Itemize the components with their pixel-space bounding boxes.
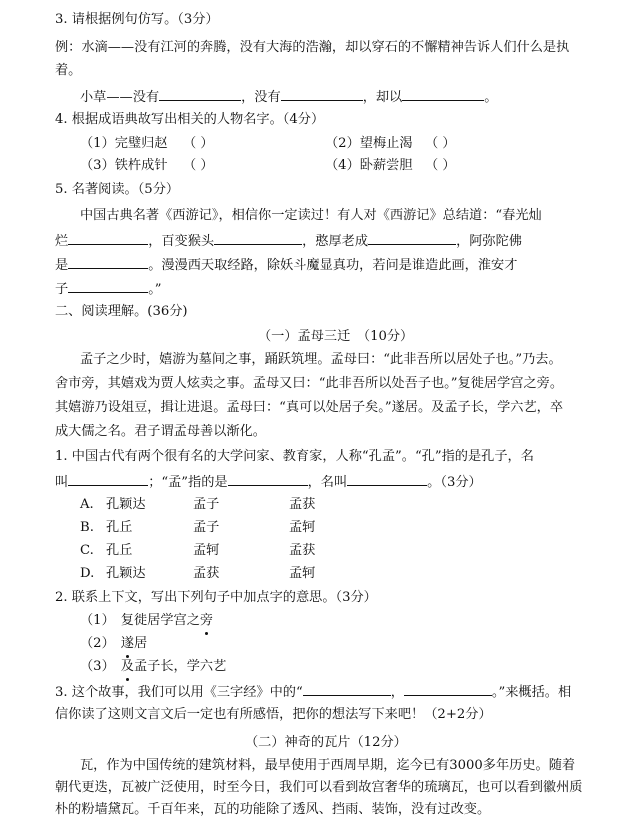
sq2-item-1-text: 复徙居学宫之 [120, 613, 200, 628]
q3-fill-text-c: ，却以 [362, 90, 403, 105]
option-d-letter[interactable]: D. [80, 566, 95, 581]
q4-item-2-label: （2）望梅止渴 [325, 136, 413, 151]
option-a-c3: 孟获 [289, 497, 316, 512]
q5-heading: 5. 名著阅读。（5分） [55, 182, 180, 197]
passage1-title: （一）孟母三迁 （10分） [258, 329, 414, 344]
q3-blank-2[interactable] [281, 86, 363, 101]
option-b-letter[interactable]: B. [80, 520, 94, 535]
q5-line4 [55, 278, 162, 300]
sq3-blank-2[interactable] [404, 681, 492, 696]
sq1-line1: 1. 中国古代有两个很有名的大学问家、教育家，人称“孔孟”。“孔”指的是孔子，名 [55, 449, 534, 464]
sq2-item-2 [80, 634, 147, 654]
q5-text-2b: ，百变猴头 [148, 234, 215, 249]
q5-line2 [55, 230, 522, 252]
q4-item-4-label: （4）卧薪尝胆 [325, 158, 413, 173]
q5-line3 [55, 254, 517, 276]
option-a-c1: 孔颖达 [106, 497, 146, 512]
option-b-c1: 孔丘 [106, 520, 133, 535]
sq2-item-1-dotted-char: 旁 [200, 611, 213, 631]
option-c-c1: 孔丘 [106, 543, 133, 558]
sq2-item-1 [80, 611, 213, 631]
q4-item-1-answer[interactable]: （ ） [183, 136, 214, 151]
option-a-c2: 孟子 [193, 497, 220, 512]
q5-blank-3[interactable] [368, 230, 456, 245]
sq1-blank-2[interactable] [228, 471, 308, 486]
q4-heading: 4. 根据成语典故写出相关的人物名字。（4分） [55, 112, 325, 127]
q3-example-line1: 例：水滴——没有江河的奔腾，没有大海的浩瀚，却以穿石的不懈精神告诉人们什么是执 [55, 40, 570, 55]
sq2-item-3-num: （3） [80, 659, 115, 674]
passage1-para-line2: 舍市旁，其嬉戏为贾人炫卖之事。孟母又曰：“此非吾所以处吾子也。”复徙居学宫之旁。 [55, 376, 564, 391]
q3-example-line2: 着。 [55, 63, 82, 78]
option-d-c2: 孟获 [193, 566, 220, 581]
q5-text-2c: ，憨厚老成 [302, 234, 369, 249]
sq2-item-2-text: 居 [133, 636, 148, 651]
option-d-c3: 孟轲 [289, 566, 316, 581]
sq1-blank-3[interactable] [347, 471, 427, 486]
q5-blank-2[interactable] [214, 230, 302, 245]
sq2-item-3-dotted-char: 及 [121, 657, 134, 677]
passage1-para-line4: 成大儒之名。君子谓孟母善以渐化。 [55, 424, 266, 439]
q5-text-2d: ，阿弥陀佛 [456, 234, 522, 249]
passage2-para-line2: 朝代更迭，瓦被广泛使用，时至今日，我们可以看到故宫奢华的琉璃瓦，也可以看到徽州质 [55, 780, 583, 795]
q5-text-3b: 。漫漫西天取经路，除妖斗魔显真功，若问是谁造此画，淮安才 [148, 258, 518, 273]
q5-line1: 中国古典名著《西游记》，相信你一定读过！有人对《西游记》总结道：“春光灿 [80, 208, 542, 223]
sq3-line2: 信你读了这则文言文后一定也有所感悟，把你的想法写下来吧！（2+2分） [55, 707, 492, 722]
sq3-text-1a: 3. 这个故事，我们可以用《三字经》中的“ [55, 685, 303, 700]
sq2-item-3 [80, 657, 226, 677]
sq1-line2 [55, 471, 482, 493]
q4-item-1-label: （1）完璧归赵 [80, 136, 168, 151]
option-c-c2: 孟轲 [193, 543, 220, 558]
sq1-blank-1[interactable] [68, 471, 148, 486]
q4-item-2-answer[interactable]: （ ） [425, 136, 456, 151]
q4-item-3-answer[interactable]: （ ） [183, 158, 214, 173]
q3-blank-1[interactable] [159, 86, 241, 101]
q5-blank-4[interactable] [68, 254, 148, 269]
q4-item-4-answer[interactable]: （ ） [425, 158, 456, 173]
q5-text-2a: 烂 [55, 234, 69, 249]
q3-fill-text-d: 。 [484, 90, 498, 105]
sq1-text-2c: ，名叫 [307, 475, 348, 490]
sq3-text-1c: 。”来概括。相 [491, 685, 572, 700]
q3-fill-text-b: ，没有 [241, 90, 281, 105]
option-c-c3: 孟获 [289, 543, 316, 558]
q3-blank-3[interactable] [402, 86, 484, 101]
sq3-text-1b: ， [390, 685, 404, 700]
sq2-item-2-num: （2） [80, 636, 115, 651]
sq2-item-2-dotted-char: 遂 [121, 634, 134, 654]
q4-item-3-label: （3）铁杵成针 [80, 158, 168, 173]
sq2-heading: 2. 联系上下文，写出下列句子中加点字的意思。（3分） [55, 590, 377, 605]
option-c-letter[interactable]: C. [80, 543, 94, 558]
sq1-text-2d: 。（3分） [427, 475, 482, 490]
passage1-para-line3: 其嬉游乃设俎豆，揖让进退。孟母曰：“真可以处居子矣。”遂居。及孟子长，学六艺，卒 [55, 400, 564, 415]
option-b-c3: 孟轲 [289, 520, 316, 535]
q5-text-4a: 子 [55, 282, 69, 297]
q3-fill-line [80, 86, 497, 108]
option-b-c2: 孟子 [193, 520, 220, 535]
sq1-text-2a: 叫 [55, 475, 69, 490]
passage2-para-line1: 瓦，作为中国传统的建筑材料，最早使用于西周早期，迄今已有3000多年历史。随着 [80, 758, 576, 773]
q5-text-3a: 是 [55, 258, 69, 273]
passage1-para-line1: 孟子之少时，嬉游为墓间之事，踊跃筑埋。孟母曰：“此非吾所以居处子也。”乃去。 [80, 352, 562, 367]
sq2-item-1-num: （1） [80, 613, 115, 628]
section2-heading: 二、阅读理解。(36分) [55, 304, 188, 319]
q5-blank-5[interactable] [68, 278, 148, 293]
sq1-text-2b: ；“孟”指的是 [148, 475, 228, 490]
sq3-blank-1[interactable] [303, 681, 391, 696]
q5-blank-1[interactable] [68, 230, 148, 245]
q3-fill-text-a: 小草——没有 [80, 90, 160, 105]
sq3-line1 [55, 681, 571, 703]
option-a-letter[interactable]: A. [80, 497, 94, 512]
sq2-item-3-text: 孟子长，学六艺 [133, 659, 227, 674]
option-d-c1: 孔颖达 [106, 566, 146, 581]
passage2-para-line3: 朴的粉墙黛瓦。千百年来，瓦的功能除了透风、挡雨、装饰，没有过改变。 [55, 802, 491, 817]
q5-text-4b: 。” [148, 282, 162, 297]
q3-heading: 3. 请根据例句仿写。（3分） [55, 12, 219, 27]
passage2-title: （二）神奇的瓦片（12分） [245, 735, 407, 750]
